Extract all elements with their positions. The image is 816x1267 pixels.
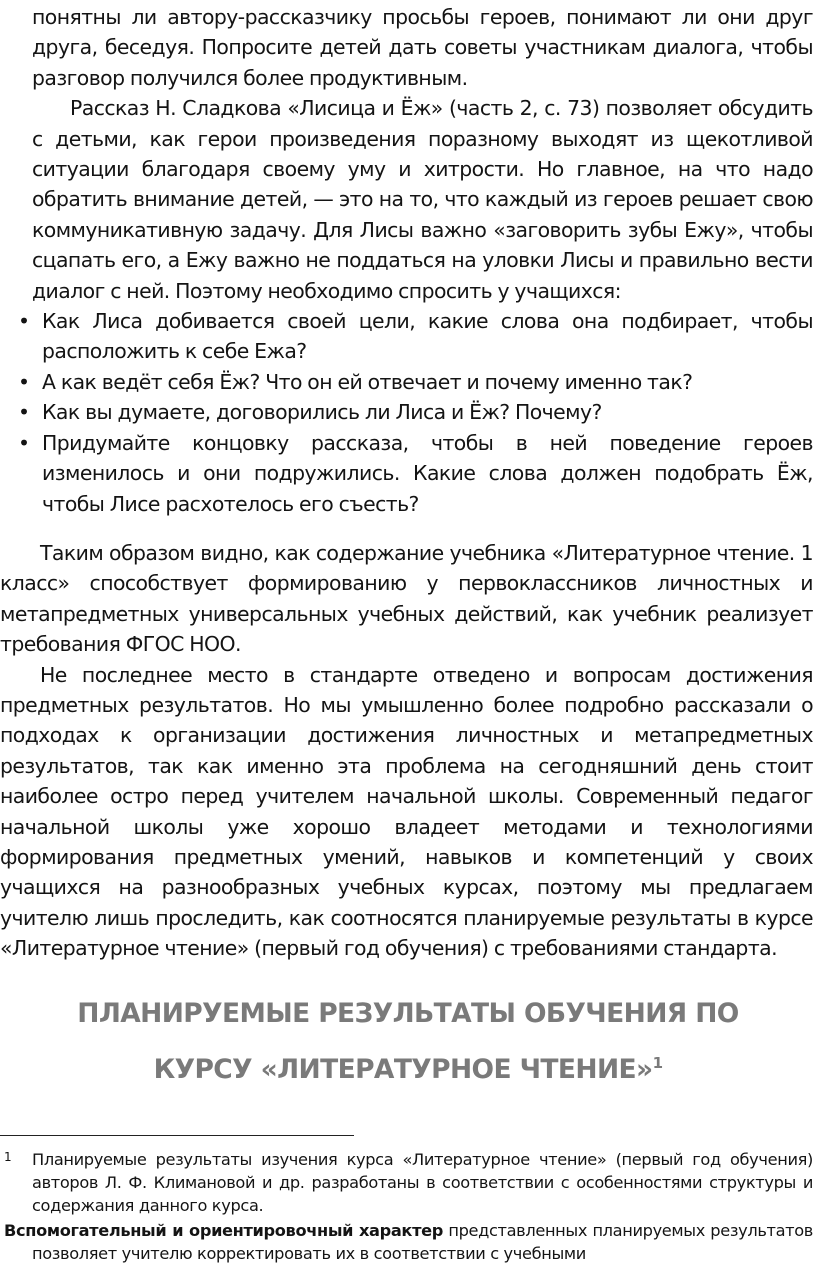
intro-continuation: понятны ли автору-рассказчику просьбы героев, понимают ли они друг друга, беседуя. Попросите детей дать советы участникам диалога, чтобы разговор получился более продуктивным. [32,5,813,90]
question-text: А как ведёт себя Ёж? Что он ей отвечает и почему именно так? [42,369,693,394]
heading-line-2 [0,1042,816,1098]
list-item [0,428,813,519]
intro-block [0,2,813,519]
footnote-divider [0,1135,354,1136]
intro-paragraph: Рассказ Н. Сладкова «Лисица и Ёж» (часть 2, с. 73) позволяет обсудить с детьми, как герои произведения поразному выходят из щекотливой ситуации благодаря своему уму и хитрости. Но главное, на что надо обратить внимание детей, — это на то, что каждый из героев решает свою коммуникативную задачу. Для Лисы важно «заговорить зубы Ежу», чтобы сцапать его, а Ежу важно не поддаться на уловки Лисы и правильно вести диалог с ней. Поэтому необходимо спросить у учащихся: [32,96,813,303]
list-item [0,367,813,397]
bullet-marker: • [18,400,30,425]
heading-line-1: ПЛАНИРУЕМЫЕ РЕЗУЛЬТАТЫ ОБУЧЕНИЯ ПО [77,998,739,1029]
footnote-1: 1 Планируемые результаты изучения курса «Литературное чтение» (первый год обучения) авторов Л. Ф. Климановой и др. разработаны в соответствии с особенностями структуры и содержания данного курса. [4,1150,813,1215]
question-text: Как Лиса добивается своей цели, какие слова она подбирает, чтобы расположить к себе Ежа? [42,309,813,364]
question-text: Придумайте концовку рассказа, чтобы в ней поведение героев изменилось и они подружились. Какие слова должен подобрать Ёж, чтобы Лисе расхотелось его съесть? [42,430,813,516]
footnote-2-text: представленных планируемых результатов позволяет учителю корректировать их в соответствии с учебными [32,1221,813,1264]
footnote-reference[interactable]: 1 [652,1054,663,1072]
list-item [0,397,813,427]
question-text: Как вы думаете, договорились ли Лиса и Ёж? Почему? [42,400,602,425]
bullet-marker: • [18,309,30,334]
question-list [0,306,813,519]
footnote-2 [0,1220,813,1266]
bullet-marker: • [18,369,30,394]
footnote-2-emphasis: Вспомогательный и ориентировочный характер [4,1221,443,1241]
footnotes [0,1149,813,1266]
bullet-marker: • [18,430,30,455]
list-item [0,306,813,367]
section-heading [0,986,816,1098]
footnote-1-text: Планируемые результаты изучения курса «Литературное чтение» (первый год обучения) авторов Л. Ф. Климановой и др. разработаны в соответствии с особенностями структуры и содержания данного курса. [32,1150,813,1215]
body-block [0,538,813,964]
body-paragraph-1: Таким образом видно, как содержание учебника «Литературное чтение. 1 класс» способствует формированию у первоклассников личностных и метапредметных универсальных учебных действий, как учебник реализует требования ФГОС НОО. [0,541,813,657]
heading-line-2-text: КУРСУ «ЛИТЕРАТУРНОЕ ЧТЕНИЕ» [153,1054,653,1085]
body-paragraph-2: Не последнее место в стандарте отведено и вопросам достижения предметных результатов. Но мы умышленно более подробно рассказали о подходах к организации достижения личностных и метапредметных результатов, так как именно эта проблема на сегодняшний день стоит наиболее остро перед учителем начальной школы. Современный педагог начальной школы уже хорошо владеет методами и технологиями формирования предметных умений, навыков и компетенций у своих учащихся на разнообразных учебных курсах, поэтому мы предлагаем учителю лишь проследить, как соотносятся планируемые результаты в курсе «Литературное чтение» (первый год обучения) с требованиями стандарта. [0,662,813,961]
